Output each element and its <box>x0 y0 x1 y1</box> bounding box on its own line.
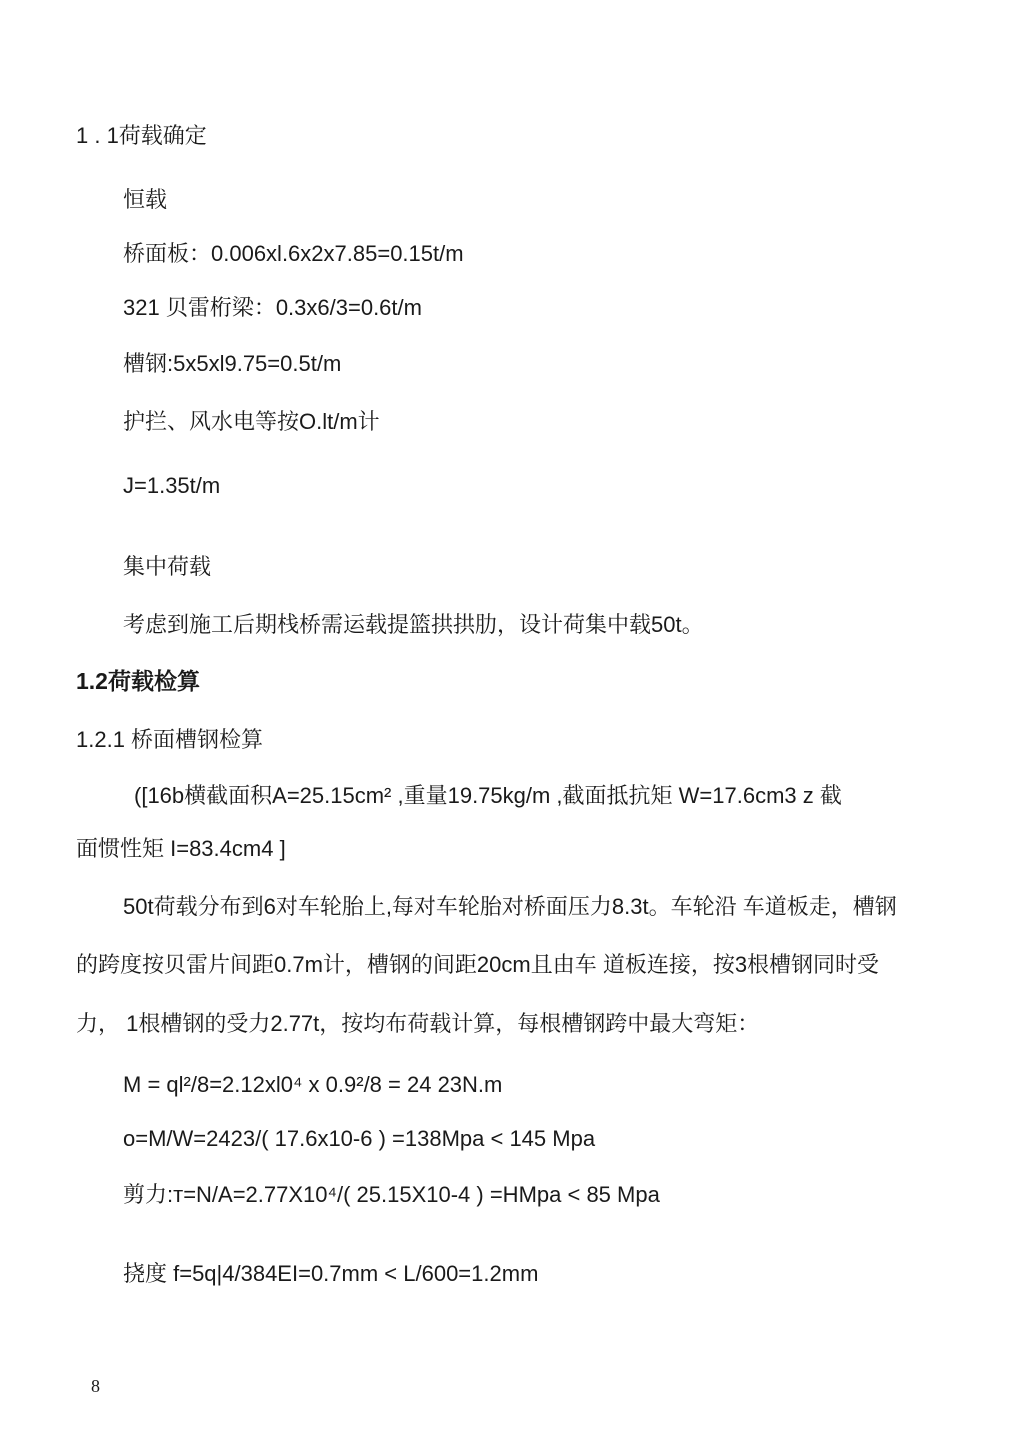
channel-steel-load: 槽钢:5x5xl9.75=0.5t/m <box>123 351 342 376</box>
deck-plate-load: 桥面板：0.006xl.6x2x7.85=0.15t/m <box>123 241 464 266</box>
section-1-2-1-heading: 1.2.1 桥面槽钢检算 <box>76 727 264 752</box>
load-distribution-line-2: 的跨度按贝雷片间距0.7m计，槽钢的间距20cm且由车 道板连接，按3根槽钢同时受 <box>76 952 880 977</box>
deflection-formula: 挠度 f=5q|4/384EI=0.7mm < L/600=1.2mm <box>123 1261 539 1286</box>
section-props-line-2: 面惯性矩 I=83.4cm4 ] <box>76 836 286 861</box>
bailey-truss-load: 321 贝雷桁梁：0.3x6/3=0.6t/m <box>123 295 422 320</box>
section-1-2-heading: 1.2荷载检算 <box>76 668 200 694</box>
shear-formula: 剪力:т=N/A=2.77X10⁴/( 25.15X10-4 ) =HMpa < 85 Mpa <box>123 1182 660 1207</box>
concentrated-load-text: 考虑到施工后期栈桥需运载提篮拱拱肋，设计荷集中载50t。 <box>123 612 704 637</box>
total-dead-load: J=1.35t/m <box>123 473 221 498</box>
load-distribution-line-3: 力， 1根槽钢的受力2.77t，按均布荷载计算，每根槽钢跨中最大弯矩： <box>76 1011 760 1036</box>
page-number: 8 <box>91 1376 100 1396</box>
load-distribution-line-1: 50t荷载分布到6对车轮胎上,每对车轮胎对桥面压力8.3t。车轮沿 车道板走，槽钢 <box>123 894 897 919</box>
railing-misc-load: 护拦、风水电等按O.lt/m计 <box>123 409 380 434</box>
stress-formula: o=M/W=2423/( 17.6x10-6 ) =138Mpa < 145 Mpa <box>123 1126 596 1151</box>
section-props-line-1: ([16b横截面积A=25.15cm² ,重量19.75kg/m ,截面抵抗矩 W=17.6cm3 ᴢ 截 <box>134 783 842 808</box>
section-1-1-heading: 1 . 1荷载确定 <box>76 123 207 148</box>
moment-formula: M = ql²/8=2.12xl0⁴ x 0.9²/8 = 24 23N.m <box>123 1072 503 1097</box>
concentrated-load-label: 集中荷载 <box>123 554 212 579</box>
dead-load-label: 恒载 <box>123 187 168 212</box>
